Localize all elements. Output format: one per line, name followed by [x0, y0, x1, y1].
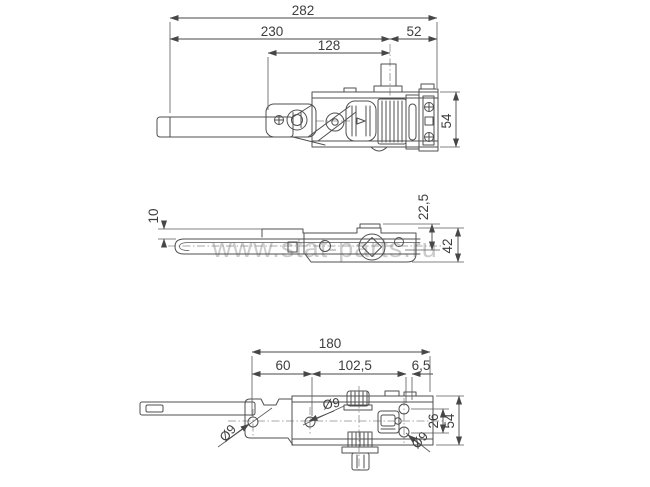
dim-282-label: 282 [291, 3, 315, 18]
bottom-lug [371, 147, 387, 151]
front-view [157, 3, 460, 151]
top-tab [385, 391, 399, 396]
dim-54-plan-label: 54 [442, 413, 457, 429]
adjusting-stem [344, 64, 402, 92]
dim-22-5-label: 22,5 [416, 193, 431, 221]
roller-plan [344, 391, 372, 410]
top-tab [421, 84, 434, 89]
dim-180-label: 180 [318, 336, 342, 351]
top-tab [360, 224, 380, 228]
ratchet-housing [346, 101, 376, 141]
dim-54-front-label: 54 [439, 113, 454, 129]
dia-9-left-label: Ø9 [216, 421, 240, 445]
pivot-bracket [266, 104, 356, 141]
dim-52-label: 52 [406, 24, 422, 39]
dim-60-label: 60 [275, 358, 291, 373]
handle-plan [140, 402, 255, 415]
dim-128-label: 128 [317, 38, 341, 53]
top-tab [344, 88, 356, 92]
dia-9-right-label: Ø9 [408, 428, 432, 452]
dim-230-label: 230 [260, 24, 284, 39]
dia-9-mid-label: Ø9 [321, 394, 342, 413]
pawl-icon [357, 118, 365, 124]
dim-26-label: 26 [426, 413, 441, 429]
plan-view [140, 336, 464, 473]
bolt-assembly [342, 432, 378, 470]
knurled-roller [378, 99, 406, 144]
dim-102-5-label: 102,5 [338, 358, 372, 373]
dim-42-label: 42 [440, 238, 455, 254]
dim-10-label: 10 [146, 208, 161, 224]
dim-6-5-label: 6,5 [411, 358, 431, 373]
watermark-text: www.stat-parts.ru [212, 233, 438, 263]
rosette-washer-icon [287, 110, 307, 130]
latch-catch [378, 411, 399, 433]
